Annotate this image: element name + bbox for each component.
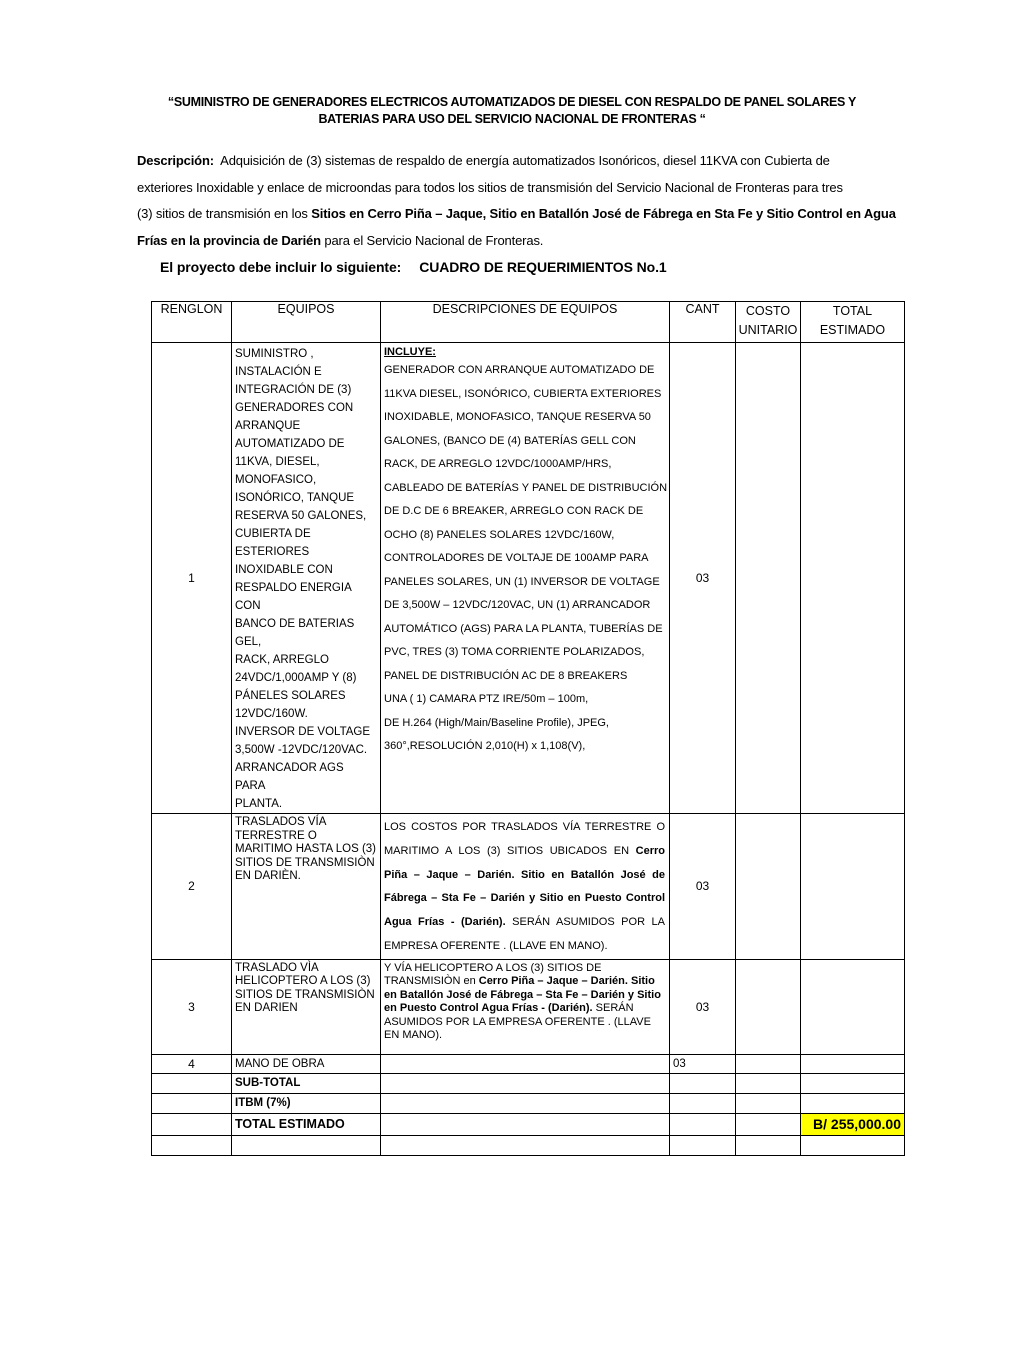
total-label: TOTAL ESTIMADO [232,1113,381,1135]
row1-equipos-line: INOXIDABLE CON [235,564,333,576]
row1-equipos-line: INVERSOR DE VOLTAGE [235,726,371,738]
requirements-table [151,301,905,1156]
total-row [152,1113,905,1135]
row1-desc-line: DE H.264 (High/Main/Baseline Profile), JPEG, [384,716,609,729]
row1-desc-line: GALONES, (BANCO DE (4) BATERÍAS GELL CON [384,434,636,447]
row1-desc-line: CABLEADO DE BATERÍAS Y PANEL DE DISTRIBUCIÓN [384,481,668,494]
table-row [152,343,905,814]
row1-desc-line: INOXIDABLE, MONOFASICO, TANQUE RESERVA 50 [384,411,651,423]
row2-desc-part-a: LOS COSTOS POR TRASLADOS VÍA TERRESTRE O MARITIMO A LOS (3) SITIOS UBICADOS EN [384,821,665,857]
row3-total-estimado [801,959,905,1054]
header-total-line-1: TOTAL [832,304,873,318]
row1-renglon: 1 [152,343,232,814]
row3-desc-part-a: Y VÍA HELICOPTERO A LOS (3) SITIOS DE TRANSMISIÒN en [384,961,602,988]
row1-equipos-line: PÁNELES SOLARES [235,690,346,702]
row1-incluye-label: INCLUYE: [384,346,436,358]
row1-equipos-line: ARRANQUE [235,420,301,432]
table-row [152,1054,905,1073]
description-line-4a: Frías en la provincia de Darién [137,232,321,248]
row1-equipos-line: INSTALACIÓN E [235,366,322,378]
row1-equipos-line: 24VDC/1,000AMP Y (8) [235,672,357,684]
description-paragraph [137,148,899,254]
header-costo-line-2: UNITARIO [738,323,798,337]
row1-desc-line: CONTROLADORES DE VOLTAJE DE 100AMP PARA [384,552,649,564]
row3-desc-part-c: SERÁN ASUMIDOS POR LA EMPRESA OFERENTE . (LLAVE EN MANO). [384,1002,651,1042]
row2-desc-part-b: Cerro Piña – Jaque – Darién. Sitio en Batallón José de Fábrega – Sta Fe – Darién y Sitio en Puesto Control Agua Frías - (Darién). [384,844,665,929]
row3-renglon: 3 [152,959,232,1054]
row1-desc-line: PVC, TRES (3) TOMA CORRIENTE POLARIZADOS, [384,646,645,658]
row1-equipos-line: RESPALDO ENERGIA CON [235,582,352,612]
itbm-row [152,1093,905,1113]
row4-equipos: MANO DE OBRA [232,1054,381,1073]
header-costo-line-1: COSTO [745,304,791,318]
description-line-1: Adquisición de (3) sistemas de respaldo de energía automatizados Isonóricos, diesel 11KVA con Cubierta de [220,153,830,168]
row2-descripcion [381,814,670,960]
description-line-2: exteriores Inoxidable y enlace de microondas para todos los sitios de transmisión del Servicio Nacional de Fronteras para tres [137,179,843,195]
row1-equipos-line: AUTOMATIZADO DE [235,438,345,450]
row1-equipos-line: ARRANCADOR AGS PARA [235,762,344,792]
title-line-2: BATERIAS PARA USO DEL SERVICIO NACIONAL DE FRONTERAS “ [318,112,706,126]
table-row [152,814,905,960]
row3-descripcion [381,959,670,1054]
row1-desc-line: 360°,RESOLUCIÓN 2,010(H) x 1,108(V), [384,740,586,752]
row1-desc-line: UNA ( 1) CAMARA PTZ IRE/50m – 100m, [384,693,589,705]
header-total-estimado [801,302,905,343]
row1-equipos-line: GENERADORES CON [235,402,354,414]
requirements-heading-right: CUADRO DE REQUERIMIENTOS No.1 [419,259,667,275]
row1-desc-line: 11KVA DIESEL, ISONÓRICO, CUBIERTA EXTERIORES [384,387,662,400]
row1-desc-line: OCHO (8) PANELES SOLARES 12VDC/160W, [384,528,615,541]
description-line-4b: para el Servicio Nacional de Fronteras. [320,232,544,248]
subtotal-row [152,1073,905,1093]
row1-equipos-line: BANCO DE BATERIAS GEL, [235,618,355,648]
subtotal-value [801,1073,905,1093]
row1-equipos-line: RACK, ARREGLO [235,654,329,666]
description-line-3b: Sitios en Cerro Piña – Jaque, Sitio en Batallón José de Fábrega en Sta Fe y Sitio Control en Agua [311,206,896,221]
row2-total-estimado [801,814,905,960]
description-line-3a: (3) sitios de transmisión en los [137,206,312,221]
row1-desc-line: RACK, DE ARREGLO 12VDC/1000AMP/HRS, [384,458,612,470]
row2-cant: 03 [670,814,736,960]
table-row-empty [152,1135,905,1155]
row3-desc-part-b: Cerro Piña – Jaque – Darién. Sitio en Batallón José de Fábrega – Sta Fe – Darién y Sitio en Puesto Control Agua Frías - (Darién). [384,975,661,1015]
total-value: B/ 255,000.00 [801,1113,905,1135]
itbm-value [801,1093,905,1113]
itbm-label: ITBM (7%) [232,1093,381,1113]
row4-costo-unitario [736,1054,801,1073]
header-equipos: EQUIPOS [232,302,381,343]
row1-equipos [232,343,381,814]
row4-renglon: 4 [152,1054,232,1073]
requirements-heading-left: El proyecto debe incluir lo siguiente: [160,259,402,275]
row1-equipos-line: ISONÓRICO, TANQUE [235,492,355,504]
row2-equipos: TRASLADOS VÍA TERRESTRE O MARITIMO HASTA LOS (3) SITIOS DE TRANSMISIÒN EN DARIÈN. [232,814,381,960]
row1-desc-line: DE 3,500W – 12VDC/120VAC, UN (1) ARRANCADOR [384,599,651,611]
header-costo-unitario [736,302,801,343]
row1-desc-line: PANEL DE DISTRIBUCIÓN AC DE 8 BREAKERS [384,669,628,682]
description-label: Descripción: [137,153,214,168]
row2-desc-part-c: SERÁN ASUMIDOS POR LA EMPRESA OFERENTE . (LLAVE EN MANO). [384,916,665,952]
row1-desc-line: DE D.C DE 6 BREAKER, ARREGLO CON RACK DE [384,505,644,517]
header-descripciones: DESCRIPCIONES DE EQUIPOS [381,302,670,343]
table-header-row [152,302,905,343]
row1-equipos-line: 11KVA, DIESEL, [235,456,320,468]
row1-equipos-line: PLANTA. [235,798,283,810]
row1-equipos-line: RESERVA 50 GALONES, [235,510,367,522]
row1-equipos-line: SUMINISTRO , [235,348,314,360]
subtotal-label: SUB-TOTAL [232,1073,381,1093]
row1-costo-unitario [736,343,801,814]
document-title [130,94,894,128]
row1-cant: 03 [670,343,736,814]
row4-cant: 03 [670,1054,736,1073]
row1-total-estimado [801,343,905,814]
row3-costo-unitario [736,959,801,1054]
row1-equipos-line: 3,500W -12VDC/120VAC. [235,744,368,756]
row1-descripcion [381,343,670,814]
row1-desc-line: AUTOMÁTICO (AGS) PARA LA PLANTA, TUBERÍAS DE [384,622,663,635]
row1-equipos-line: MONOFASICO, [235,474,317,486]
row1-equipos-line: 12VDC/160W. [235,708,308,720]
row1-desc-line: GENERADOR CON ARRANQUE AUTOMATIZADO DE [384,364,655,376]
title-line-1: “SUMINISTRO DE GENERADORES ELECTRICOS AUTOMATIZADOS DE DIESEL CON RESPALDO DE PANEL SOLARES Y [167,95,857,109]
row4-total-estimado [801,1054,905,1073]
row1-equipos-line: INTEGRACIÓN DE (3) [235,384,352,396]
row4-descripcion [381,1054,670,1073]
header-renglon: RENGLON [152,302,232,343]
row3-cant: 03 [670,959,736,1054]
header-cant: CANT [670,302,736,343]
row3-equipos: TRASLADO VÌA HELICOPTERO A LOS (3) SITIOS DE TRANSMISIÒN EN DARIEN [232,959,381,1054]
row2-renglon: 2 [152,814,232,960]
row2-costo-unitario [736,814,801,960]
row1-desc-line: PANELES SOLARES, UN (1) INVERSOR DE VOLTAGE [384,575,660,588]
requirements-heading [160,259,667,275]
table-row [152,959,905,1054]
row1-equipos-line: CUBIERTA DE ESTERIORES [235,528,311,558]
header-total-line-2: ESTIMADO [819,323,886,337]
